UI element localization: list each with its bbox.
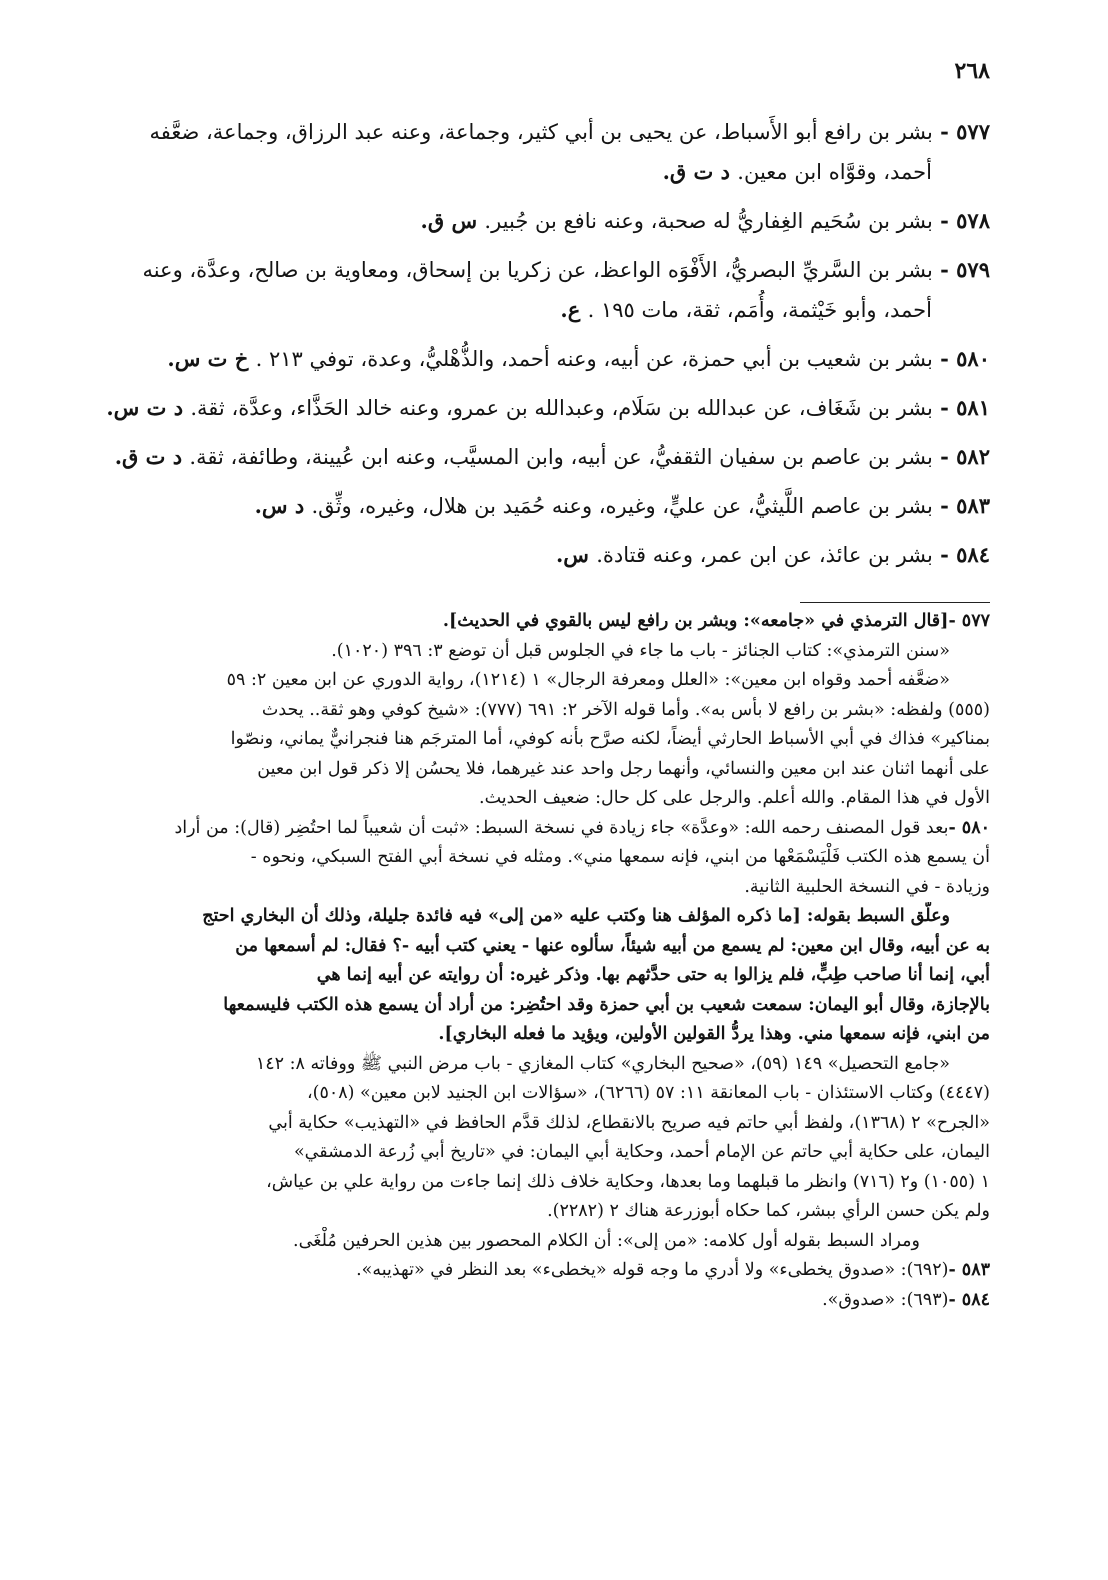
entry-line bbox=[40, 112, 990, 152]
footnote-line: وزيادة - في النسخة الحلبية الثانية. bbox=[744, 876, 990, 897]
footnote-1 bbox=[32, 607, 990, 814]
footnote-number: ٥٧٧ - bbox=[948, 611, 990, 631]
rijal-symbols: د س. bbox=[254, 493, 312, 518]
footnote-line: «جامع التحصيل» ١٤٩ (٥٩)، «صحيح البخاري» كتاب المغازي - باب مرض النبي ﷺ ووفاته ٨: ١٤٢ bbox=[255, 1053, 950, 1074]
rijal-symbols: د ت ق. bbox=[114, 444, 190, 469]
entry-5 bbox=[40, 388, 990, 428]
footnote-line: ١ (١٠٥٥) و٢ (٧١٦) وانظر ما قبلهما وما بعدها، وحكاية خلاف ذلك إنما جاءت من رواية علي بن عياش، bbox=[266, 1171, 990, 1192]
entry-1 bbox=[40, 112, 990, 192]
footnotes bbox=[32, 607, 990, 1315]
footnote-line: من ابني، فإنه سمعها مني. وهذا يردُّ القولين الأولين، ويؤيد ما فعله البخاري]. bbox=[438, 1024, 990, 1044]
footnote-number: ٥٨٠ - bbox=[948, 817, 990, 838]
entry-line bbox=[40, 250, 990, 290]
entry-text: بشر بن سُحَيم الغِفاريُّ له صحبة، وعنه نافع بن جُبير. bbox=[484, 209, 933, 233]
entry-text: بشر بن شَغَاف، عن عبدالله بن سَلَام، وعبدالله بن عمرو، وعنه خالد الحَذَّاء، وعدَّة، ثقة. bbox=[190, 396, 933, 420]
entry-text: بشر بن شعيب بن أبي حمزة، عن أبيه، وعنه أحمد، والذُّهْليُّ، وعدة، توفي ٢١٣ . bbox=[255, 347, 933, 371]
rijal-symbols: خ ت س. bbox=[167, 346, 256, 371]
entry-6 bbox=[40, 437, 990, 477]
footnote-line: به عن أبيه، وقال ابن معين: لم يسمع من أبيه شيئاً، سألوه عنها - يعني كتب أبيه -؟ فقال: لم أسمعها من bbox=[235, 935, 990, 956]
footnote-line: وعلَّق السبط بقوله: [ما ذكره المؤلف هنا وكتب عليه «من إلى» فيه فائدة جليلة، وذلك أن البخاري احتج bbox=[202, 906, 950, 926]
footnote-2 bbox=[32, 814, 990, 1257]
entry-4 bbox=[40, 339, 990, 379]
entry-line bbox=[40, 388, 990, 428]
entry-line bbox=[40, 152, 990, 192]
footnote-line: أن يسمع هذه الكتب فَلْيَسْمَعْها من ابني، فإنه سمعها مني». ومثله في نسخة أبي الفتح السبكي، ونحوه - bbox=[250, 847, 990, 867]
footnote-line: «الجرح» ٢ (١٣٦٨)، ولفظ أبي حاتم فيه صريح بالانقطاع، لذلك قدَّم الحافظ في «التهذيب» حكاية أبي bbox=[268, 1112, 990, 1133]
entry-line bbox=[40, 290, 990, 330]
footnote-3 bbox=[32, 1256, 990, 1286]
entry-number: ٥٨٣ - bbox=[932, 493, 990, 518]
entry-text: بشر بن السَّريِّ البصريُّ، الأَفْوَه الواعظ، عن زكريا بن إسحاق، ومعاوية بن صالح، وعدَّة، وعنه bbox=[142, 258, 933, 282]
entry-7 bbox=[40, 486, 990, 526]
footnote-line: على أنهما اثنان عند ابن معين والنسائي، وأنهما رجل واحد عند غيرهما، فلا يحسُن إلا ذكر قول ابن معين bbox=[257, 758, 990, 779]
footnote-line: ولم يكن حسن الرأي ببشر، كما حكاه أبوزرعة هناك ٢ (٢٢٨٢). bbox=[547, 1201, 990, 1221]
entry-number: ٥٨١ - bbox=[932, 395, 990, 420]
entry-line bbox=[40, 535, 990, 575]
entry-text: بشر بن عاصم اللَّيثيُّ، عن عليٍّ، وغيره، وعنه حُمَيد بن هلال، وغيره، وثِّق. bbox=[311, 494, 933, 518]
entry-text: بشر بن رافع أبو الأَسباط، عن يحيى بن أبي كثير، وجماعة، وعنه عبد الرزاق، وجماعة، ضعَّفه bbox=[149, 120, 933, 144]
entry-number: ٥٨٢ - bbox=[932, 444, 990, 469]
footnote-line: (٥٥٥) ولفظه: «بشر بن رافع لا بأس به». وأما قوله الآخر ٢: ٦٩١ (٧٧٧): «شيخ كوفي وهو ثقة.. يحدث bbox=[261, 699, 990, 720]
entry-text: بشر بن عاصم بن سفيان الثقفيُّ، عن أبيه، وابن المسيَّب، وعنه ابن عُيينة، وطائفة، ثقة. bbox=[189, 445, 933, 469]
entry-line bbox=[40, 437, 990, 477]
footnote-line bbox=[32, 1286, 990, 1316]
footnote-line bbox=[32, 814, 990, 844]
footnote-text: بعد قول المصنف رحمه الله: «وعدَّة» جاء زيادة في نسخة السبط: «ثبت أن شعيباً لما احتُضِر (قال): من أراد bbox=[174, 817, 949, 838]
entry-line bbox=[40, 486, 990, 526]
footnote-line bbox=[32, 1256, 990, 1286]
footnote-line: أبي، إنما أنا صاحب طِبٍّ، فلم يزالوا به حتى حدَّثهم بها. وذكر غيره: أن روايته عن أبيه إنما هي bbox=[316, 965, 990, 985]
rijal-symbols: ع. bbox=[560, 297, 588, 322]
entry-text: أحمد، وقوَّاه ابن معين. bbox=[737, 160, 932, 184]
footnote-line bbox=[32, 607, 990, 637]
rijal-symbols: د ت س. bbox=[106, 395, 191, 420]
page-number: ٢٦٨ bbox=[954, 58, 990, 84]
rijal-symbols: س ق. bbox=[420, 208, 485, 233]
entry-8 bbox=[40, 535, 990, 575]
footnote-line: ومراد السبط بقوله أول كلامه: «من إلى»: أن الكلام المحصور بين هذين الحرفين مُلْغَى. bbox=[293, 1230, 920, 1251]
entry-line bbox=[40, 201, 990, 241]
entry-number: ٥٨٠ - bbox=[932, 346, 990, 371]
entry-number: ٥٧٨ - bbox=[932, 208, 990, 233]
rijal-symbols: س. bbox=[555, 542, 597, 567]
entry-number: ٥٧٧ - bbox=[932, 119, 990, 144]
footnote-separator bbox=[800, 602, 990, 603]
entry-3 bbox=[40, 250, 990, 330]
footnote-4 bbox=[32, 1286, 990, 1316]
main-entries bbox=[40, 112, 990, 584]
footnote-line: بالإجازة، وقال أبو اليمان: سمعت شعيب بن أبي حمزة وقد احتُضِر: من أراد أن يسمع هذه الكتب فليسمعها bbox=[223, 994, 990, 1015]
footnote-number: ٥٨٣ - bbox=[948, 1260, 990, 1280]
entry-text: بشر بن عائذ، عن ابن عمر، وعنه قتادة. bbox=[596, 543, 933, 567]
footnote-text: [قال الترمذي في «جامعه»: وبشر بن رافع ليس بالقوي في الحديث]. bbox=[442, 611, 949, 631]
entry-number: ٥٧٩ - bbox=[932, 257, 990, 282]
footnote-line: اليمان، على حكاية أبي حاتم عن الإمام أحمد، وحكاية أبي اليمان: في «تاريخ أبي زُرعة الدمشقي» bbox=[293, 1142, 990, 1162]
entry-2 bbox=[40, 201, 990, 241]
footnote-line: (٤٤٤٧) وكتاب الاستئذان - باب المعانقة ١١: ٥٧ (٦٢٦٦)، «سؤالات ابن الجنيد لابن معين» (٥٠٨)، bbox=[306, 1083, 990, 1103]
footnote-text: (٦٩٢): «صدوق يخطىء» ولا أدري ما وجه قوله «يخطىء» بعد النظر في «تهذيبه». bbox=[356, 1260, 949, 1280]
footnote-line: «ضعَّفه أحمد وقواه ابن معين»: «العلل ومعرفة الرجال» ١ (١٢١٤)، رواية الدوري عن ابن معين ٢: ٥٩ bbox=[226, 670, 950, 690]
entry-number: ٥٨٤ - bbox=[932, 542, 990, 567]
entry-line bbox=[40, 339, 990, 379]
footnote-number: ٥٨٤ - bbox=[948, 1289, 990, 1310]
footnote-line: «سنن الترمذي»: كتاب الجنائز - باب ما جاء في الجلوس قبل أن توضع ٣: ٣٩٦ (١٠٢٠). bbox=[331, 640, 950, 661]
footnote-text: (٦٩٣): «صدوق». bbox=[822, 1289, 949, 1310]
entry-text: أحمد، وأبو خَيْثمة، وأُمَم، ثقة، مات ١٩٥ . bbox=[587, 298, 932, 322]
rijal-symbols: د ت ق. bbox=[662, 159, 738, 184]
footnote-line: الأول في هذا المقام. والله أعلم. والرجل على كل حال: ضعيف الحديث. bbox=[479, 788, 990, 808]
footnote-line: بمناكير» فذاك في أبي الأسباط الحارثي أيضاً، لكنه صرَّح بأنه كوفي، أما المترجَم هنا فنجرانيٌّ يماني، ونصّوا bbox=[230, 729, 990, 749]
